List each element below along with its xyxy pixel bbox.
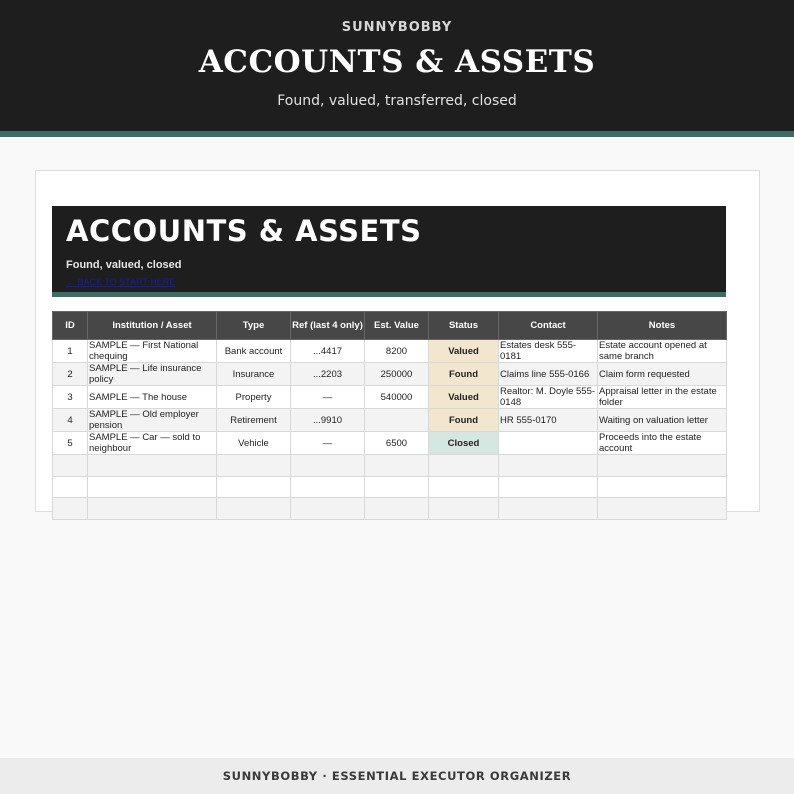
- cell-id[interactable]: 2: [53, 363, 88, 386]
- page-subtitle: Found, valued, transferred, closed: [277, 93, 517, 109]
- cell-type[interactable]: Retirement: [217, 409, 291, 432]
- cell-institution[interactable]: SAMPLE — First National chequing: [88, 340, 217, 363]
- cell-contact[interactable]: Estates desk 555-0181: [499, 340, 598, 363]
- empty-cell[interactable]: [429, 455, 499, 477]
- cell-id[interactable]: 3: [53, 386, 88, 409]
- cell-institution[interactable]: SAMPLE — Life insurance policy: [88, 363, 217, 386]
- brand-name: SUNNYBOBBY: [341, 20, 453, 35]
- sheet-accent-band: [52, 292, 726, 297]
- cell-type[interactable]: Bank account: [217, 340, 291, 363]
- status-badge[interactable]: Valued: [429, 340, 499, 363]
- cell-type[interactable]: Vehicle: [217, 432, 291, 455]
- empty-cell[interactable]: [88, 498, 217, 520]
- empty-cell[interactable]: [53, 455, 88, 477]
- table-header-row: [53, 312, 727, 340]
- empty-cell[interactable]: [217, 476, 291, 498]
- cell-value[interactable]: 8200: [365, 340, 429, 363]
- empty-table-row: [53, 476, 727, 498]
- empty-cell[interactable]: [499, 455, 598, 477]
- column-header-value[interactable]: Est. Value: [365, 312, 429, 340]
- cell-notes[interactable]: Claim form requested: [598, 363, 727, 386]
- empty-cell[interactable]: [598, 455, 727, 477]
- table-row: [53, 386, 727, 409]
- cell-id[interactable]: 1: [53, 340, 88, 363]
- empty-cell[interactable]: [53, 476, 88, 498]
- sheet-subtitle: Found, valued, closed: [66, 259, 182, 271]
- empty-cell[interactable]: [88, 476, 217, 498]
- header-accent-band: [0, 131, 794, 137]
- cell-contact[interactable]: [499, 432, 598, 455]
- empty-cell[interactable]: [499, 476, 598, 498]
- page-title: ACCOUNTS & ASSETS: [198, 44, 596, 80]
- sheet-header: [52, 206, 726, 292]
- cell-contact[interactable]: Claims line 555-0166: [499, 363, 598, 386]
- empty-cell[interactable]: [53, 498, 88, 520]
- cell-id[interactable]: 4: [53, 409, 88, 432]
- status-badge[interactable]: Found: [429, 363, 499, 386]
- cell-ref[interactable]: —: [291, 432, 365, 455]
- cell-institution[interactable]: SAMPLE — The house: [88, 386, 217, 409]
- cell-value[interactable]: 250000: [365, 363, 429, 386]
- column-header-notes[interactable]: Notes: [598, 312, 727, 340]
- cell-value[interactable]: 6500: [365, 432, 429, 455]
- cell-notes[interactable]: Estate account opened at same branch: [598, 340, 727, 363]
- column-header-type[interactable]: Type: [217, 312, 291, 340]
- cell-contact[interactable]: HR 555-0170: [499, 409, 598, 432]
- empty-cell[interactable]: [499, 498, 598, 520]
- footer-text: SUNNYBOBBY · ESSENTIAL EXECUTOR ORGANIZER: [222, 769, 572, 783]
- status-badge[interactable]: Found: [429, 409, 499, 432]
- back-to-start-link[interactable]: ← BACK TO START HERE: [66, 277, 176, 287]
- table-row: [53, 432, 727, 455]
- empty-cell[interactable]: [365, 498, 429, 520]
- cell-ref[interactable]: ...2203: [291, 363, 365, 386]
- empty-cell[interactable]: [88, 455, 217, 477]
- status-badge[interactable]: Closed: [429, 432, 499, 455]
- cell-type[interactable]: Property: [217, 386, 291, 409]
- cell-value[interactable]: 540000: [365, 386, 429, 409]
- cell-institution[interactable]: SAMPLE — Car — sold to neighbour: [88, 432, 217, 455]
- cell-type[interactable]: Insurance: [217, 363, 291, 386]
- page-header: [0, 0, 794, 131]
- table-row: [53, 340, 727, 363]
- column-header-contact[interactable]: Contact: [499, 312, 598, 340]
- assets-table: [52, 311, 727, 520]
- sheet-title: ACCOUNTS & ASSETS: [66, 214, 422, 248]
- status-badge[interactable]: Valued: [429, 386, 499, 409]
- empty-cell[interactable]: [598, 476, 727, 498]
- table-row: [53, 409, 727, 432]
- cell-notes[interactable]: Appraisal letter in the estate folder: [598, 386, 727, 409]
- cell-contact[interactable]: Realtor: M. Doyle 555-0148: [499, 386, 598, 409]
- cell-notes[interactable]: Waiting on valuation letter: [598, 409, 727, 432]
- empty-cell[interactable]: [598, 498, 727, 520]
- empty-cell[interactable]: [291, 498, 365, 520]
- column-header-status[interactable]: Status: [429, 312, 499, 340]
- column-header-ref[interactable]: Ref (last 4 only): [291, 312, 365, 340]
- cell-value[interactable]: [365, 409, 429, 432]
- cell-ref[interactable]: —: [291, 386, 365, 409]
- cell-notes[interactable]: Proceeds into the estate account: [598, 432, 727, 455]
- cell-id[interactable]: 5: [53, 432, 88, 455]
- empty-cell[interactable]: [365, 455, 429, 477]
- empty-cell[interactable]: [429, 498, 499, 520]
- empty-cell[interactable]: [429, 476, 499, 498]
- cell-ref[interactable]: ...9910: [291, 409, 365, 432]
- empty-cell[interactable]: [217, 498, 291, 520]
- empty-cell[interactable]: [217, 455, 291, 477]
- empty-table-row: [53, 455, 727, 477]
- cell-institution[interactable]: SAMPLE — Old employer pension: [88, 409, 217, 432]
- column-header-institution[interactable]: Institution / Asset: [88, 312, 217, 340]
- page-footer: [0, 758, 794, 794]
- cell-ref[interactable]: ...4417: [291, 340, 365, 363]
- empty-table-row: [53, 498, 727, 520]
- column-header-id[interactable]: ID: [53, 312, 88, 340]
- empty-cell[interactable]: [291, 455, 365, 477]
- empty-cell[interactable]: [291, 476, 365, 498]
- table-row: [53, 363, 727, 386]
- empty-cell[interactable]: [365, 476, 429, 498]
